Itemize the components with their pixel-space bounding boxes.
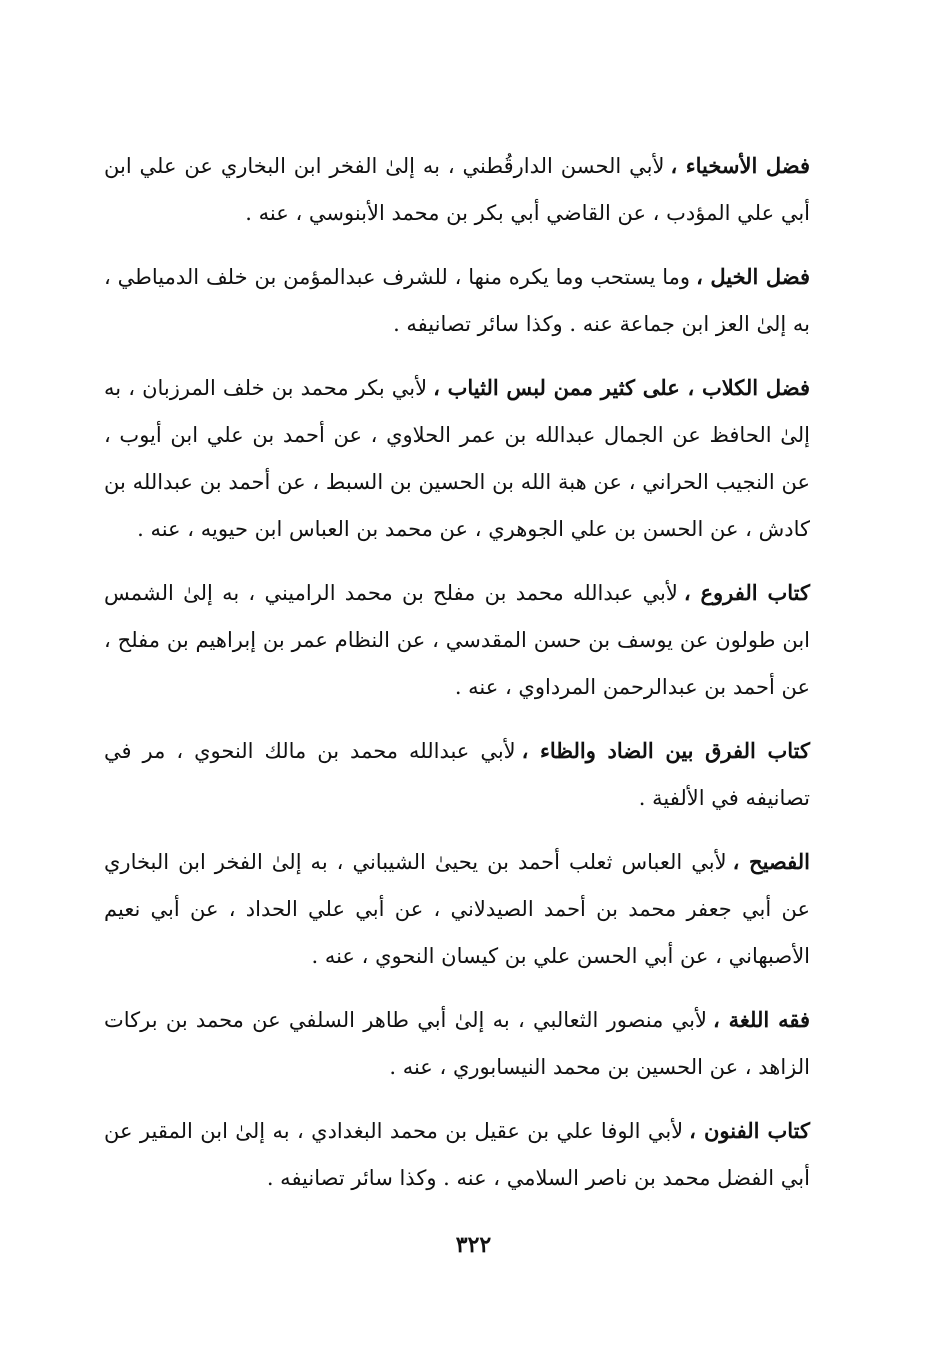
entry-fadl-al-askhiya [104,142,810,237]
entry-heading: كتاب الفرق بين الضاد والظاء ، [521,738,810,763]
entry-text: لأبي الحسن الدارقُطني ، به إلىٰ الفخر ابن البخاري عن علي ابن أبي علي المؤدب ، عن القاضي أبي بكر بن محمد الأبنوسي ، عنه . [104,154,810,225]
entry-fadl-al-khayl [104,253,810,348]
entry-text: لأبي العباس ثعلب أحمد بن يحيىٰ الشيباني ، به إلىٰ الفخر ابن البخاري عن أبي جعفر محمد بن أحمد الصيدلاني ، عن أبي علي الحداد ، عن أبي نعيم الأصبهاني ، عن أبي الحسن علي بن كيسان النحوي ، عنه . [104,850,810,968]
page-body [104,142,810,1202]
entry-al-fasih [104,838,810,980]
entry-fadl-al-kilab [104,364,810,553]
entry-heading: الفصيح ، [732,849,810,874]
entry-heading: فضل الأسخياء ، [670,153,810,178]
entry-heading: فقه اللغة ، [712,1007,810,1032]
entry-heading: كتاب الفروع ، [683,580,810,605]
entry-kitab-al-furu [104,569,810,711]
entry-text: لأبي عبدالله محمد بن مفلح بن محمد الراميني ، به إلىٰ الشمس ابن طولون عن يوسف بن حسن المقدسي ، عن النظام عمر بن إبراهيم بن مفلح ، عن أحمد بن عبدالرحمن المرداوي ، عنه . [104,581,810,699]
entry-kitab-al-funun [104,1107,810,1202]
entry-text: لأبي عبدالله محمد بن مالك النحوي ، مر في تصانيفه في الألفية . [104,739,810,810]
page-number: ٣٢٢ [455,1232,492,1258]
entry-fiqh-al-lugha [104,996,810,1091]
entry-heading: فضل الخيل ، [696,264,811,289]
entry-text: لأبي منصور الثعالبي ، به إلىٰ أبي طاهر السلفي عن محمد بن بركات الزاهد ، عن الحسين بن محمد النيسابوري ، عنه . [104,1008,810,1079]
entry-heading: كتاب الفنون ، [689,1118,810,1143]
entry-text: لأبي بكر محمد بن خلف المرزبان ، به إلىٰ الحافظ عن الجمال عبدالله بن عمر الحلاوي ، عن أحمد بن علي ابن أيوب ، عن النجيب الحراني ، عن هبة الله بن الحسين بن السبط ، عن أحمد بن عبدالله بن كادش ، عن الحسن بن علي الجوهري ، عن محمد بن العباس ابن حيويه ، عنه . [104,376,810,541]
entry-text: لأبي الوفا علي بن عقيل بن محمد البغدادي ، به إلىٰ ابن المقير عن أبي الفضل محمد بن ناصر السلامي ، عنه . وكذا سائر تصانيفه . [104,1119,810,1190]
entry-heading: فضل الكلاب ، على كثير ممن لبس الثياب ، [433,375,810,400]
entry-kitab-al-farq [104,727,810,822]
entry-text: وما يستحب وما يكره منها ، للشرف عبدالمؤمن بن خلف الدمياطي ، به إلىٰ العز ابن جماعة عنه . وكذا سائر تصانيفه . [104,265,810,336]
